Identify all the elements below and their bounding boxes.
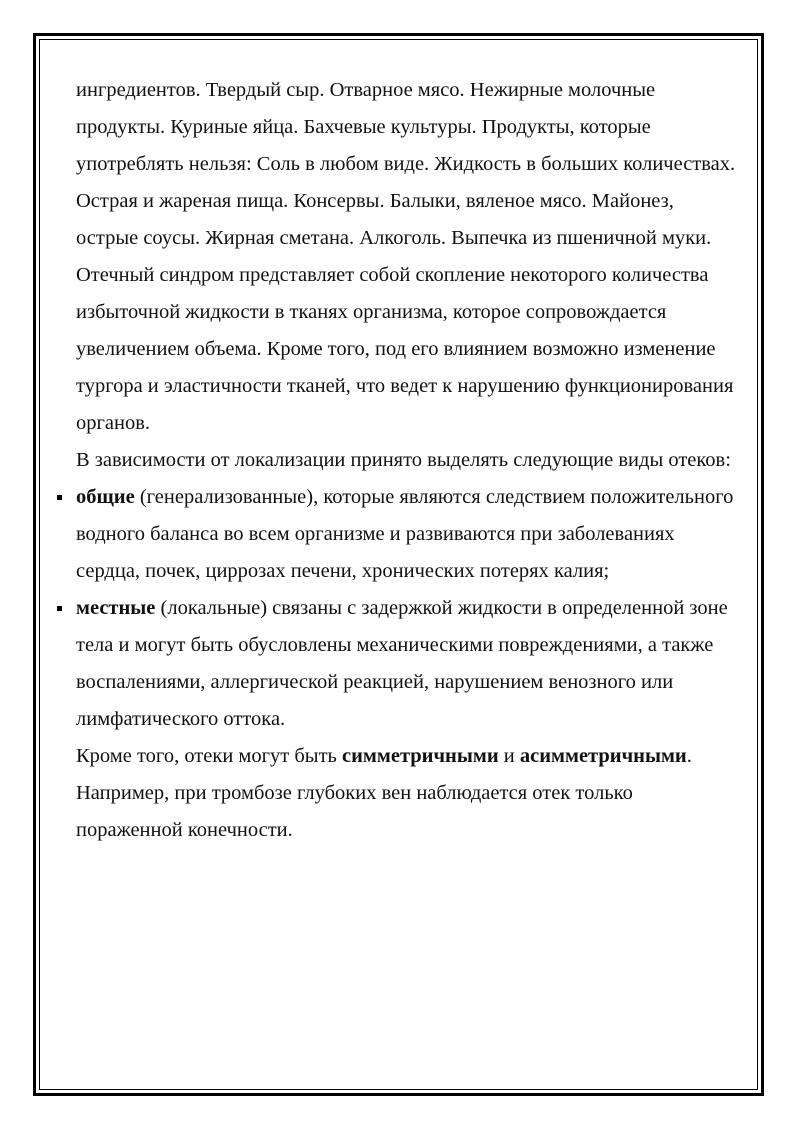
symmetry-text-2: и bbox=[498, 745, 520, 767]
term-local: местные bbox=[76, 597, 156, 619]
term-general: общие bbox=[76, 486, 135, 508]
edema-types-list bbox=[76, 479, 736, 738]
paragraph-diet-list: ингредиентов. Твердый сыр. Отварное мясо. Нежирные молочные продукты. Куриные яйца. Бахчевые культуры. Продукты, которые употреблять нельзя: Соль в любом виде. Жидкость в больших количествах. Острая и жареная пища. Консервы. Балыки, вяленое мясо. Майонез, острые соусы. Жирная сметана. Алкоголь. Выпечка из пшеничной муки. bbox=[76, 79, 736, 249]
description-local: (локальные) связаны с задержкой жидкости в определенной зоне тела и могут быть обусловлены механическими повреждениями, а также воспалениями, аллергической реакцией, нарушением венозного или лимфатического оттока. bbox=[76, 597, 728, 730]
symmetry-text-1: Кроме того, отеки могут быть bbox=[76, 745, 343, 767]
paragraph-edema-types-intro: В зависимости от локализации принято выделять следующие виды отеков: bbox=[76, 449, 731, 471]
list-item-general bbox=[76, 479, 736, 590]
square-bullet-icon bbox=[57, 606, 62, 611]
description-general: (генерализованные), которые являются следствием положительного водного баланса во всем организме и развиваются при заболеваниях сердца, почек, циррозах печени, хронических потерях калия; bbox=[76, 486, 734, 582]
paragraph-edema-definition: Отечный синдром представляет собой скопление некоторого количества избыточной жидкости в тканях организма, которое сопровождается увеличением объема. Кроме того, под его влиянием возможно изменение тургора и эластичности тканей, что ведет к нарушению функционирования органов. bbox=[76, 264, 734, 434]
document-body bbox=[76, 72, 736, 849]
term-asymmetric: асимметричными bbox=[519, 745, 687, 767]
square-bullet-icon bbox=[57, 495, 62, 500]
term-symmetric: симметричными bbox=[342, 745, 499, 767]
list-item-local bbox=[76, 590, 736, 738]
symmetry-text-3: . Например, при тромбозе глубоких вен наблюдается отек только пораженной конечности. bbox=[76, 745, 692, 841]
paragraph-symmetry bbox=[76, 738, 736, 849]
